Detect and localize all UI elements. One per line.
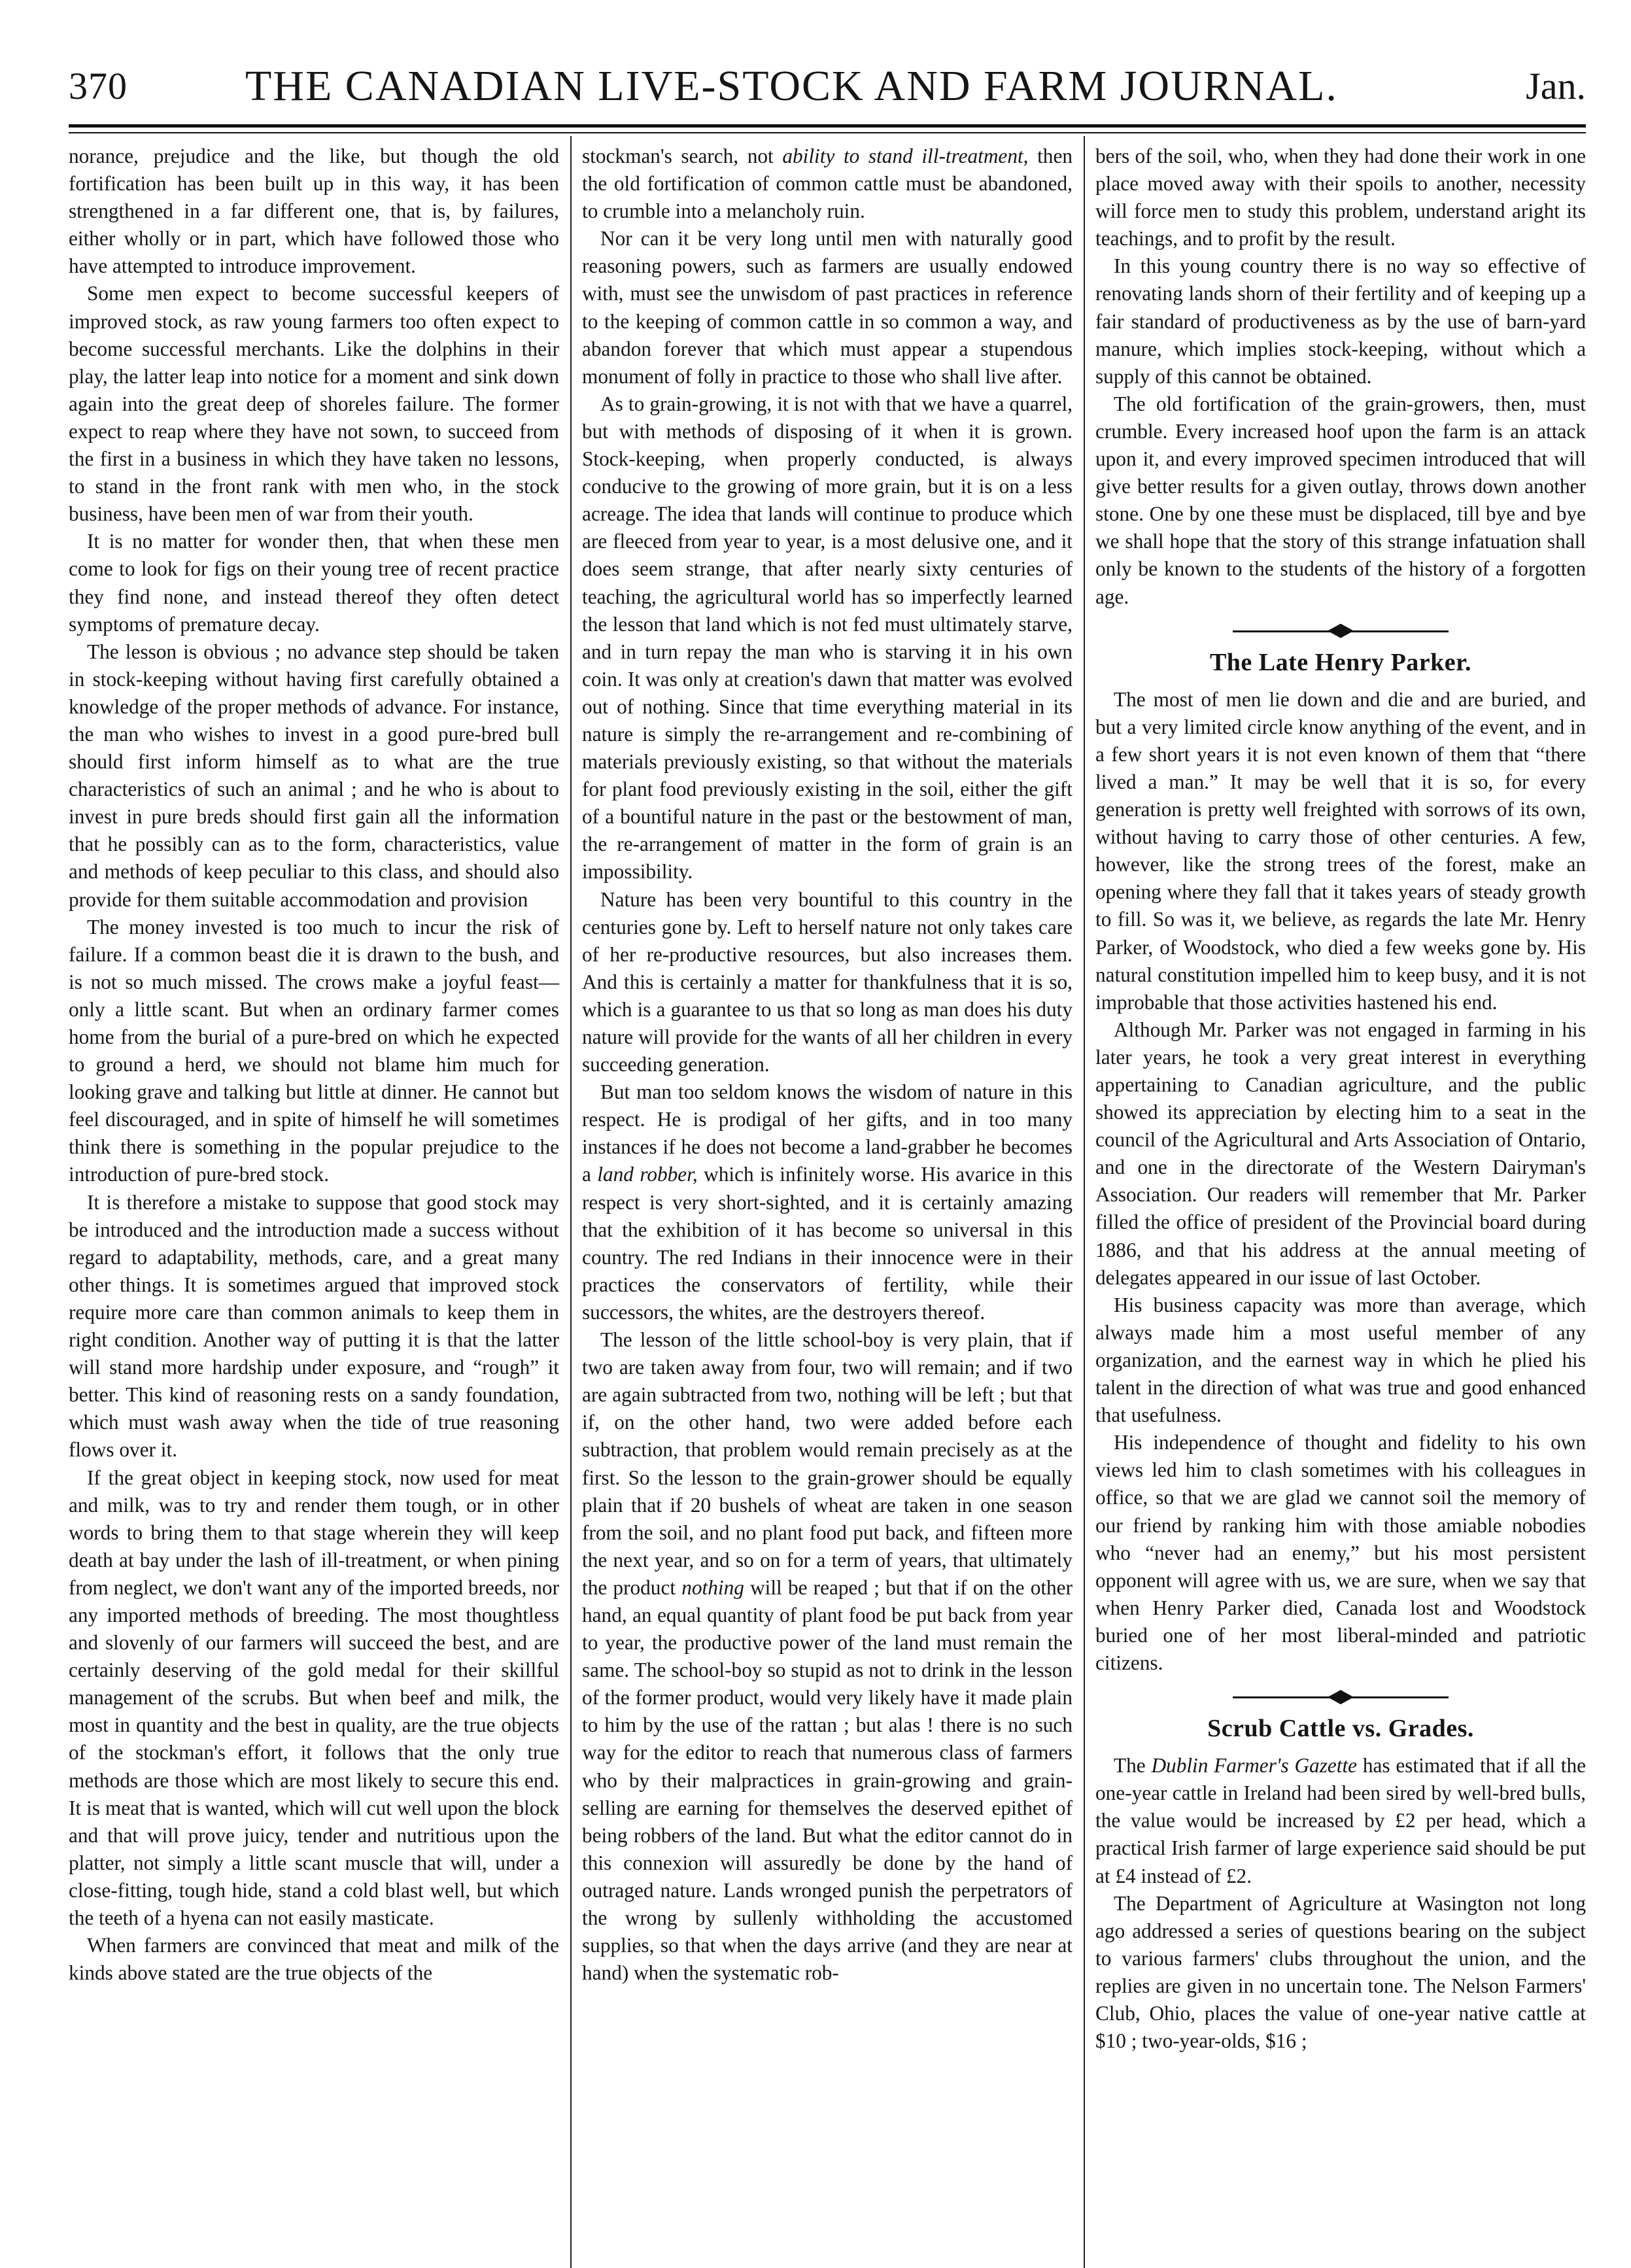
paragraph: It is no matter for wonder then, that when these men come to look for figs on their young tree of recent practice they find none, and instead thereof they often detect symptoms of premature decay. (69, 530, 559, 636)
paragraph: The Dublin Farmer's Gazette has estimated that if all the one-year cattle in Ireland had been sired by well-bred bulls, the value would be increased by £2 per head, which a practical Irish farmer of large experience said should be put at £4 instead of £2. (1095, 1754, 1586, 1887)
journal-page (69, 52, 1586, 2210)
emphasis: ability to stand ill-treatment, (782, 145, 1029, 167)
paragraph: The old fortification of the grain-growers, then, must crumble. Every increased hoof upon the farm is an attack upon it, and every improved specimen introduced that will give better results for a given outlay, throws down another stone. One by one these must be displaced, till bye and bye we shall hope that the story of this strange infatuation shall only be known to the students of the history of a forgotten age. (1095, 392, 1586, 608)
paragraph: In this young country there is no way so effective of renovating lands shorn of their fertility and of keeping up a fair standard of productiveness as by the use of barn-yard manure, which implies stock-keeping, without which a supply of this cannot be obtained. (1095, 254, 1586, 388)
paragraph: Nature has been very bountiful to this country in the centuries gone by. Left to herself nature not only takes care of her re-productive resources, but also increases them. And this is certainly a matter for thankfulness that it is so, which is a guarantee to us that so long as man does his duty nature will provide for the wants of all her children in every succeeding generation. (582, 887, 1073, 1076)
paragraph: His business capacity was more than average, which always made him a most useful member of any organization, and the earnest way in which he plied his talent in the direction of what was true and good enhanced that usefulness. (1095, 1293, 1586, 1427)
column-divider (570, 136, 572, 2268)
paragraph: The most of men lie down and die and are buried, and but a very limited circle know anything of the event, and in a few short years it is not even known of them that “there lived a man.” It may be well that it is so, for every generation is pretty well freighted with sorrows of its own, without having to carry those of other centuries. A few, however, like the strong trees of the forest, make an opening where they fall that it takes years of steady growth to fill. So was it, we believe, as regards the late Mr. Henry Parker, of Woodstock, who died a few weeks gone by. His natural constitution impelled him to keep busy, and it is not improbable that those activities hastened his end. (1095, 687, 1586, 1014)
article-heading-scrub-cattle: Scrub Cattle vs. Grades. (1207, 1715, 1474, 1743)
paragraph: bers of the soil, who, when they had done their work in one place moved away with their spoils to another, necessity will force men to study this problem, understand aright its teachings, and to profit by the result. (1095, 145, 1586, 250)
emphasis: land robber, (597, 1163, 698, 1186)
paragraph: stockman's search, not ability to stand ill-treatment, then the old fortification of common cattle must be abandoned, to crumble into a melancholy ruin. (582, 145, 1073, 223)
column-right (1095, 143, 1586, 2210)
masthead-rule (69, 124, 1586, 133)
section-separator (1233, 620, 1449, 642)
column-middle (582, 143, 1073, 2210)
paragraph: As to grain-growing, it is not with that we have a quarrel, but with methods of disposing of it when it is grown. Stock-keeping, when properly conducted, is always conducive to the growing of more grain, but it is on a less acreage. The idea that lands will continue to produce which are fleeced from year to year, is a most delusive one, and it does seem strange, that after nearly sixty centuries of teaching, the agricultural world has so imperfectly learned the lesson that land which is not fed must ultimately starve, and in turn repay the man who is starving it in his own coin. It was only at creation's dawn that matter was evolved out of nothing. Since that time everything material in its nature is simply the re-arrangement and re-combining of materials previously existing, so that without the materials for plant food previously existing in the soil, either the gift of a bountiful nature in the past or the bestowment of man, the re-arrangement of matter in the form of grain is an impossibility. (582, 392, 1073, 884)
paragraph: His independence of thought and fidelity to his own views led him to clash sometimes with his colleagues in office, so that we are glad we cannot soil the memory of our friend by ranking him with those amiable nobodies who “never had an enemy,” but his most persistent opponent will agree with us, we are sure, when we say that when Henry Parker died, Canada lost and Woodstock buried one of her most liberal-minded and patriotic citizens. (1095, 1431, 1586, 1674)
column-divider (1084, 136, 1085, 2268)
paragraph: The Department of Agriculture at Wasington not long ago addressed a series of questions bearing on the subject to various farmers' clubs throughout the union, and the replies are given in no uncertain tone. The Nelson Farmers' Club, Ohio, places the value of one-year native cattle at $10 ; two-year-olds, $16 ; (1095, 1891, 1586, 2053)
page-number: 370 (69, 65, 128, 107)
paragraph: norance, prejudice and the like, but though the old fortification has been built up in this way, it has been strengthened in a far different one, that is, by failures, either wholly or in part, which have followed those who have attempted to introduce improvement. (69, 145, 559, 278)
paragraph: The lesson is obvious ; no advance step should be taken in stock-keeping without having first carefully obtained a knowledge of the proper methods of advance. For instance, the man who wishes to invest in a good pure-bred bull should first inform himself as to what are the true characteristics of such an animal ; and he who is about to invest in pure breds should first gain all the information that he possibly can as to the form, characteristics, value and methods of keep peculiar to this class, and should also provide for them suitable accommodation and provision (69, 640, 559, 911)
paragraph: Some men expect to become successful keepers of improved stock, as raw young farmers too often expect to become successful merchants. Like the dolphins in their play, the latter leap into notice for a moment and sink down again into the great deep of shoreles failure. The former expect to reap where they have not sown, to succeed from the first in a business in which they have taken no lessons, to stand in the front rank with men who, in the stock business, have been men of war from their youth. (69, 282, 559, 526)
paragraph: When farmers are convinced that meat and milk of the kinds above stated are the true objects of the (69, 1934, 559, 1985)
paragraph: If the great object in keeping stock, now used for meat and milk, was to try and render them tough, or in other words to bring them to that stage wherein they will keep death at bay under the lash of ill-treatment, or when pining from neglect, we don't want any of the imported breeds, nor any imported methods of breeding. The most thoughtless and slovenly of our farmers will succeed the best, and are certainly deserving of the gold medal for their skillful management of the scrubs. But when beef and milk, the most in quantity and the best in quality, are the true objects of the stockman's effort, it follows that the only true methods are those which are most likely to secure this end. It is meat that is wanted, which will cut well upon the block and that will prove juicy, tender and nutritious upon the platter, not simply a little scant muscle that will, under a close-fitting, tough hide, stand a cold blast well, but which the teeth of a hyena can not easily masticate. (69, 1466, 559, 1929)
journal-title: THE CANADIAN LIVE-STOCK AND FARM JOURNAL. (245, 62, 1338, 110)
column-left (69, 143, 559, 2210)
article-columns (69, 136, 1586, 2210)
paragraph: But man too seldom knows the wisdom of nature in this respect. He is prodigal of her gifts, and in too many instances if he does not become a land-grabber he becomes a land robber, which is infinitely worse. His avarice in this respect is very short-sighted, and it is certainly amazing that the exhibition of it has become so universal in this country. The red Indians in their innocence were in their practices the conservators of fertility, while their successors, the whites, are the destroyers thereof. (582, 1080, 1073, 1324)
issue-month: Jan. (1526, 65, 1586, 107)
article-heading-parker: The Late Henry Parker. (1209, 648, 1472, 676)
paragraph: It is therefore a mistake to suppose that good stock may be introduced and the introduction made a success without regard to adaptability, methods, care, and a great many other things. It is sometimes argued that improved stock require more care than common animals to keep them in right condition. Another way of putting it is that the latter will stand more hardship under exposure, and “rough” it better. This kind of reasoning rests on a sandy foundation, which must wash away when the tide of true reasoning flows over it. (69, 1190, 559, 1462)
masthead (69, 52, 1586, 124)
emphasis: Dublin Farmer's Gazette (1151, 1754, 1358, 1778)
emphasis: nothing (681, 1575, 744, 1599)
section-separator (1233, 1686, 1449, 1708)
paragraph: The money invested is too much to incur the risk of failure. If a common beast die it is drawn to the bush, and is not so much missed. The crows make a joyful feast—only a little scant. But when an ordinary farmer comes home from the burial of a pure-bred on which he expected to ground a herd, we should not blame him much for looking grave and talking but little at dinner. He cannot but feel discouraged, and in spite of himself he will sometimes think there is something in the popular prejudice to the introduction of pure-bred stock. (69, 915, 559, 1186)
paragraph: Nor can it be very long until men with naturally good reasoning powers, such as farmers are usually endowed with, must see the unwisdom of past practices in reference to the keeping of common cattle in so common a way, and abandon forever that which must appear a stupendous monument of folly in practice to those who shall live after. (582, 227, 1073, 388)
paragraph: The lesson of the little school-boy is very plain, that if two are taken away from four, two will remain; and if two are again subtracted from two, nothing will be left ; but that if, on the other hand, two were added before each subtraction, that problem would remain precisely as at the first. So the lesson to the grain-grower should be equally plain that if 20 bushels of wheat are taken in one season from the soil, and no plant food put back, and fifteen more the next year, and so on for a term of years, that ultimately the product nothing will be reaped ; but that if on the other hand, an equal quantity of plant food be put back from year to year, the productive power of the land must remain the same. The school-boy so stupid as not to drink in the lesson of the former product, would very likely have it made plain to him by the use of the rattan ; but alas ! there is no such way for the editor to reach that numerous class of farmers who by their malpractices in grain-growing and grain-selling are earning for themselves the deserved epithet of being robbers of the land. But what the editor cannot do in this connexion will assuredly be done by the hand of outraged nature. Lands wronged punish the perpetrators of the wrong by sullenly withholding the accustomed supplies, so that when the days arrive (and they are near at hand) when the systematic rob- (582, 1328, 1073, 1985)
paragraph: Although Mr. Parker was not engaged in farming in his later years, he took a very great interest in everything appertaining to Canadian agriculture, and the public showed its appreciation by electing him to a seat in the council of the Agricultural and Arts Association of Ontario, and one in the directorate of the Western Dairyman's Association. Our readers will remember that Mr. Parker filled the office of president of the Provincial board during 1886, and that his address at the annual meeting of delegates appeared in our issue of last October. (1095, 1018, 1586, 1289)
